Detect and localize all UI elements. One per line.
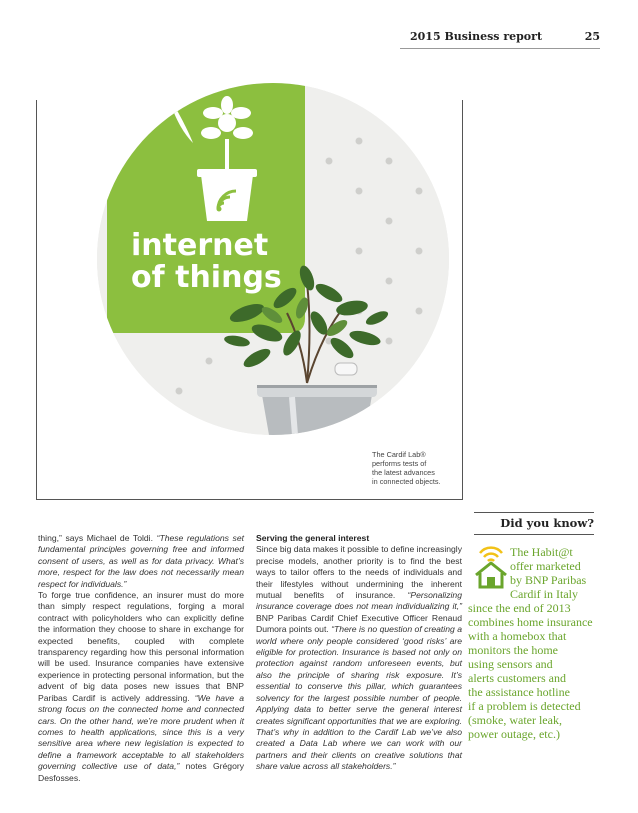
- section-heading: Serving the general interest: [256, 533, 370, 543]
- body-line: using sensors and: [468, 657, 553, 671]
- intro-line: offer marketed: [510, 559, 581, 573]
- did-you-know-intro: [510, 545, 602, 601]
- body-column-1: [38, 533, 244, 784]
- sign-line-2: of things: [131, 260, 282, 295]
- body-line: since the end of 2013: [468, 601, 571, 615]
- photo-caption: [372, 450, 462, 486]
- paragraph: [38, 533, 244, 590]
- quote-text: “Personalizing insurance coverage does not mean individualizing it,”: [256, 590, 462, 612]
- body-line: the assistance hotline: [468, 685, 570, 699]
- did-you-know-body: [468, 601, 600, 741]
- body-column-2: [256, 533, 462, 773]
- quote-text: “We have a strong focus on the connected home and connected cars. On the other hand, we’re more prudent when it comes to health applications, since this is a very sensitive area where new legislation is expected to define a framework acceptable to all stakeholders governing collective use of data,”: [38, 692, 244, 772]
- sidebar-top-rule: [474, 512, 594, 513]
- did-you-know-title: Did you know?: [500, 516, 594, 530]
- caption-line: performs tests of: [372, 459, 427, 468]
- intro-line: Cardif in Italy: [510, 587, 578, 601]
- paragraph-lead: thing,” says Michael de Toldi.: [38, 533, 157, 543]
- report-title: 2015 Business report: [410, 30, 543, 43]
- right-vertical-rule: [462, 100, 463, 500]
- sign-line-1: internet: [131, 228, 269, 263]
- quote-text: “There is no question of creating a world where only people considered ‘good risks’ are eligible for protection. Insurance is based not only on protection against random unforeseen events, but also the principle of sharing risk exposure. It’s essential to conserve this pillar, which guarantees solvency for the largest possible number of people. Applying data to better serve the general interest creates significant opportunities that we are exploring. That’s why in addition to the Cardif Lab we’ve also created a Data Lab where we can work with our partners and their clients on creative solutions that share value across all stakeholders.”: [256, 624, 462, 772]
- circular-photo: [97, 83, 449, 435]
- photo-bottom-rule: [36, 499, 462, 500]
- caption-line: The Cardif Lab®: [372, 450, 426, 459]
- body-line: monitors the home: [468, 643, 558, 657]
- body-line: combines home insurance: [468, 615, 593, 629]
- paragraph-text: Since big data makes it possible to define increasingly precise models, another priority is to find the best ways to tailor offers to the needs of individuals and their lifestyles without undermining the inherent mutual benefits of insurance.: [256, 544, 462, 601]
- paragraph: [38, 590, 244, 784]
- body-line: power outage, etc.): [468, 727, 560, 741]
- body-line: with a homebox that: [468, 629, 567, 643]
- caption-line: the latest advances: [372, 468, 435, 477]
- connected-home-icon: [472, 543, 510, 589]
- left-vertical-rule: [36, 100, 37, 500]
- intro-line: by BNP Paribas: [510, 573, 587, 587]
- paragraph-text: To forge true confidence, an insurer must do more than simply respect regulations, forging a moral contract with policyholders who can explicitly define the information they choose to share in exchange for expected benefits, coupled with complete transparency regarding how this personal information will be used. Insurance companies have extensive experience in protecting personal information, but the advent of big data poses new issues that BNP Paribas Cardif is actively addressing.: [38, 590, 244, 703]
- intro-line: The Habit@t: [510, 545, 573, 559]
- page-number: 25: [584, 30, 600, 43]
- body-line: (smoke, water leak,: [468, 713, 562, 727]
- body-line: if a problem is detected: [468, 699, 581, 713]
- caption-line: in connected objects.: [372, 477, 441, 486]
- paragraph-tail: notes Grégory Desfosses.: [38, 761, 245, 783]
- quote-text: “These regulations set fundamental principles governing free and informed consent of users, as well as for data privacy. What’s more, respect for the law does not necessarily mean respect for individuals.”: [38, 533, 245, 589]
- body-line: alerts customers and: [468, 671, 566, 685]
- page-header: [410, 30, 600, 44]
- header-rule: [400, 48, 600, 49]
- sidebar-title-rule: [474, 534, 594, 535]
- paragraph: [256, 544, 462, 772]
- internet-of-things-photo: [97, 83, 449, 435]
- paragraph-text: BNP Paribas Cardif Chief Executive Officer Renaud Dumora points out.: [256, 612, 462, 635]
